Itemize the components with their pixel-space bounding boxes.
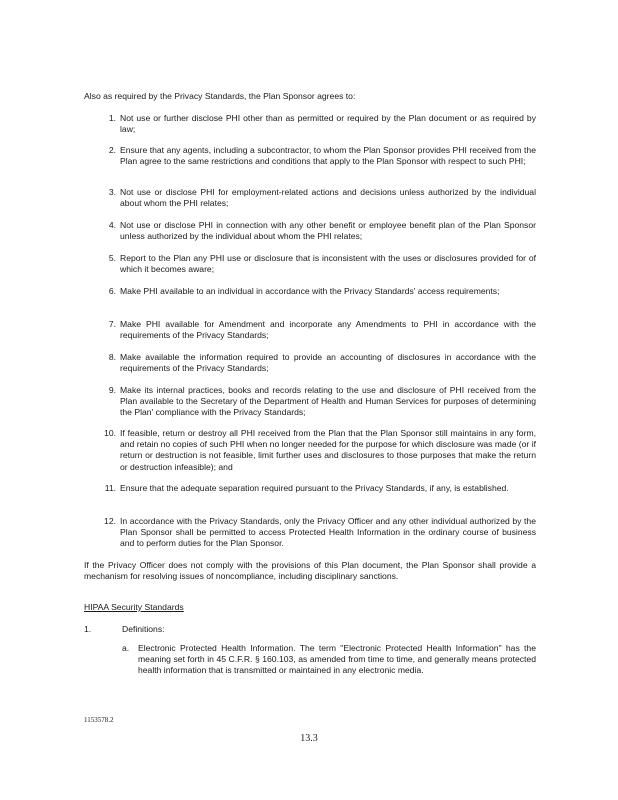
item-text: Make PHI available to an individual in accordance with the Privacy Standards' access requirements; (120, 286, 500, 296)
item-number: 7. (108, 319, 116, 329)
closing-paragraph: If the Privacy Officer does not comply with the provisions of this Plan document, the Plan Sponsor shall provide a mechanism for resolving issues of noncompliance, including disciplinary sanctions. (84, 560, 536, 582)
item-number: 4. (108, 220, 116, 230)
item-number: 12. (104, 516, 116, 526)
item-text: In accordance with the Privacy Standards, only the Privacy Officer and any other individual authorized by the Plan Sponsor shall be permitted to access Protected Health Information in the ordinary course of business and to perform duties for the Plan Sponsor. (120, 516, 536, 549)
item-text: Not use or disclose PHI for employment-related actions and decisions unless authorized by the individual about whom the PHI relates; (120, 187, 536, 209)
item-text: Make PHI available for Amendment and incorporate any Amendments to PHI in accordance with the requirements of the Privacy Standards; (120, 319, 536, 341)
sub-item-text: Electronic Protected Health Information. The term "Electronic Protected Health Information" has the meaning set forth in 45 C.F.R. § 160.103, as amended from time to time, and generally means protected health information that is transmitted or maintained in any electronic media. (138, 643, 536, 676)
item-number: 5. (108, 253, 116, 263)
item-number: 11. (104, 483, 116, 493)
item-text: Ensure that any agents, including a subcontractor, to whom the Plan Sponsor provides PHI received from the Plan agree to the same restrictions and conditions that apply to the Plan Sponsor with respect to such PHI; (120, 145, 536, 167)
item-number: 9. (108, 385, 116, 395)
item-text: If feasible, return or destroy all PHI received from the Plan that the Plan Sponsor still maintains in any form, and retain no copies of such PHI when no longer needed for the purpose for which disclosure was made (or if return or destruction is not feasible, limit further uses and disclosures to those purposes that make the return or destruction infeasible); and (120, 428, 536, 472)
item-text: Report to the Plan any PHI use or disclosure that is inconsistent with the uses or disclosures provided for of which it becomes aware; (120, 253, 536, 275)
item-text: Ensure that the adequate separation required pursuant to the Privacy Standards, if any, is established. (120, 483, 509, 493)
item-text: Make its internal practices, books and records relating to the use and disclosure of PHI received from the Plan available to the Secretary of the Department of Health and Human Services for purposes of determining the Plan' compliance with the Privacy Standards; (120, 385, 536, 418)
sub-item-letter: a. (122, 643, 130, 653)
item-text: Not use or further disclose PHI other than as permitted or required by the Plan document or as required by law; (120, 113, 536, 135)
section-heading: HIPAA Security Standards (84, 602, 184, 612)
item-number: 10. (104, 428, 116, 438)
item-number: 1. (108, 113, 116, 123)
page-number: 13.3 (300, 733, 318, 744)
item-text: Not use or disclose PHI in connection with any other benefit or employee benefit plan of the Plan Sponsor unless authorized by the individual about whom the PHI relates; (120, 220, 536, 242)
item-number: 2. (108, 145, 116, 155)
definitions-number: 1. (84, 624, 92, 634)
item-number: 6. (108, 286, 116, 296)
definitions-label: Definitions: (122, 624, 165, 634)
item-number: 3. (108, 187, 116, 197)
item-text: Make available the information required to provide an accounting of disclosures in accordance with the requirements of the Privacy Standards; (120, 352, 536, 374)
intro-paragraph: Also as required by the Privacy Standards, the Plan Sponsor agrees to: (84, 91, 356, 101)
document-id: 1153578.2 (84, 716, 114, 724)
item-number: 8. (108, 352, 116, 362)
